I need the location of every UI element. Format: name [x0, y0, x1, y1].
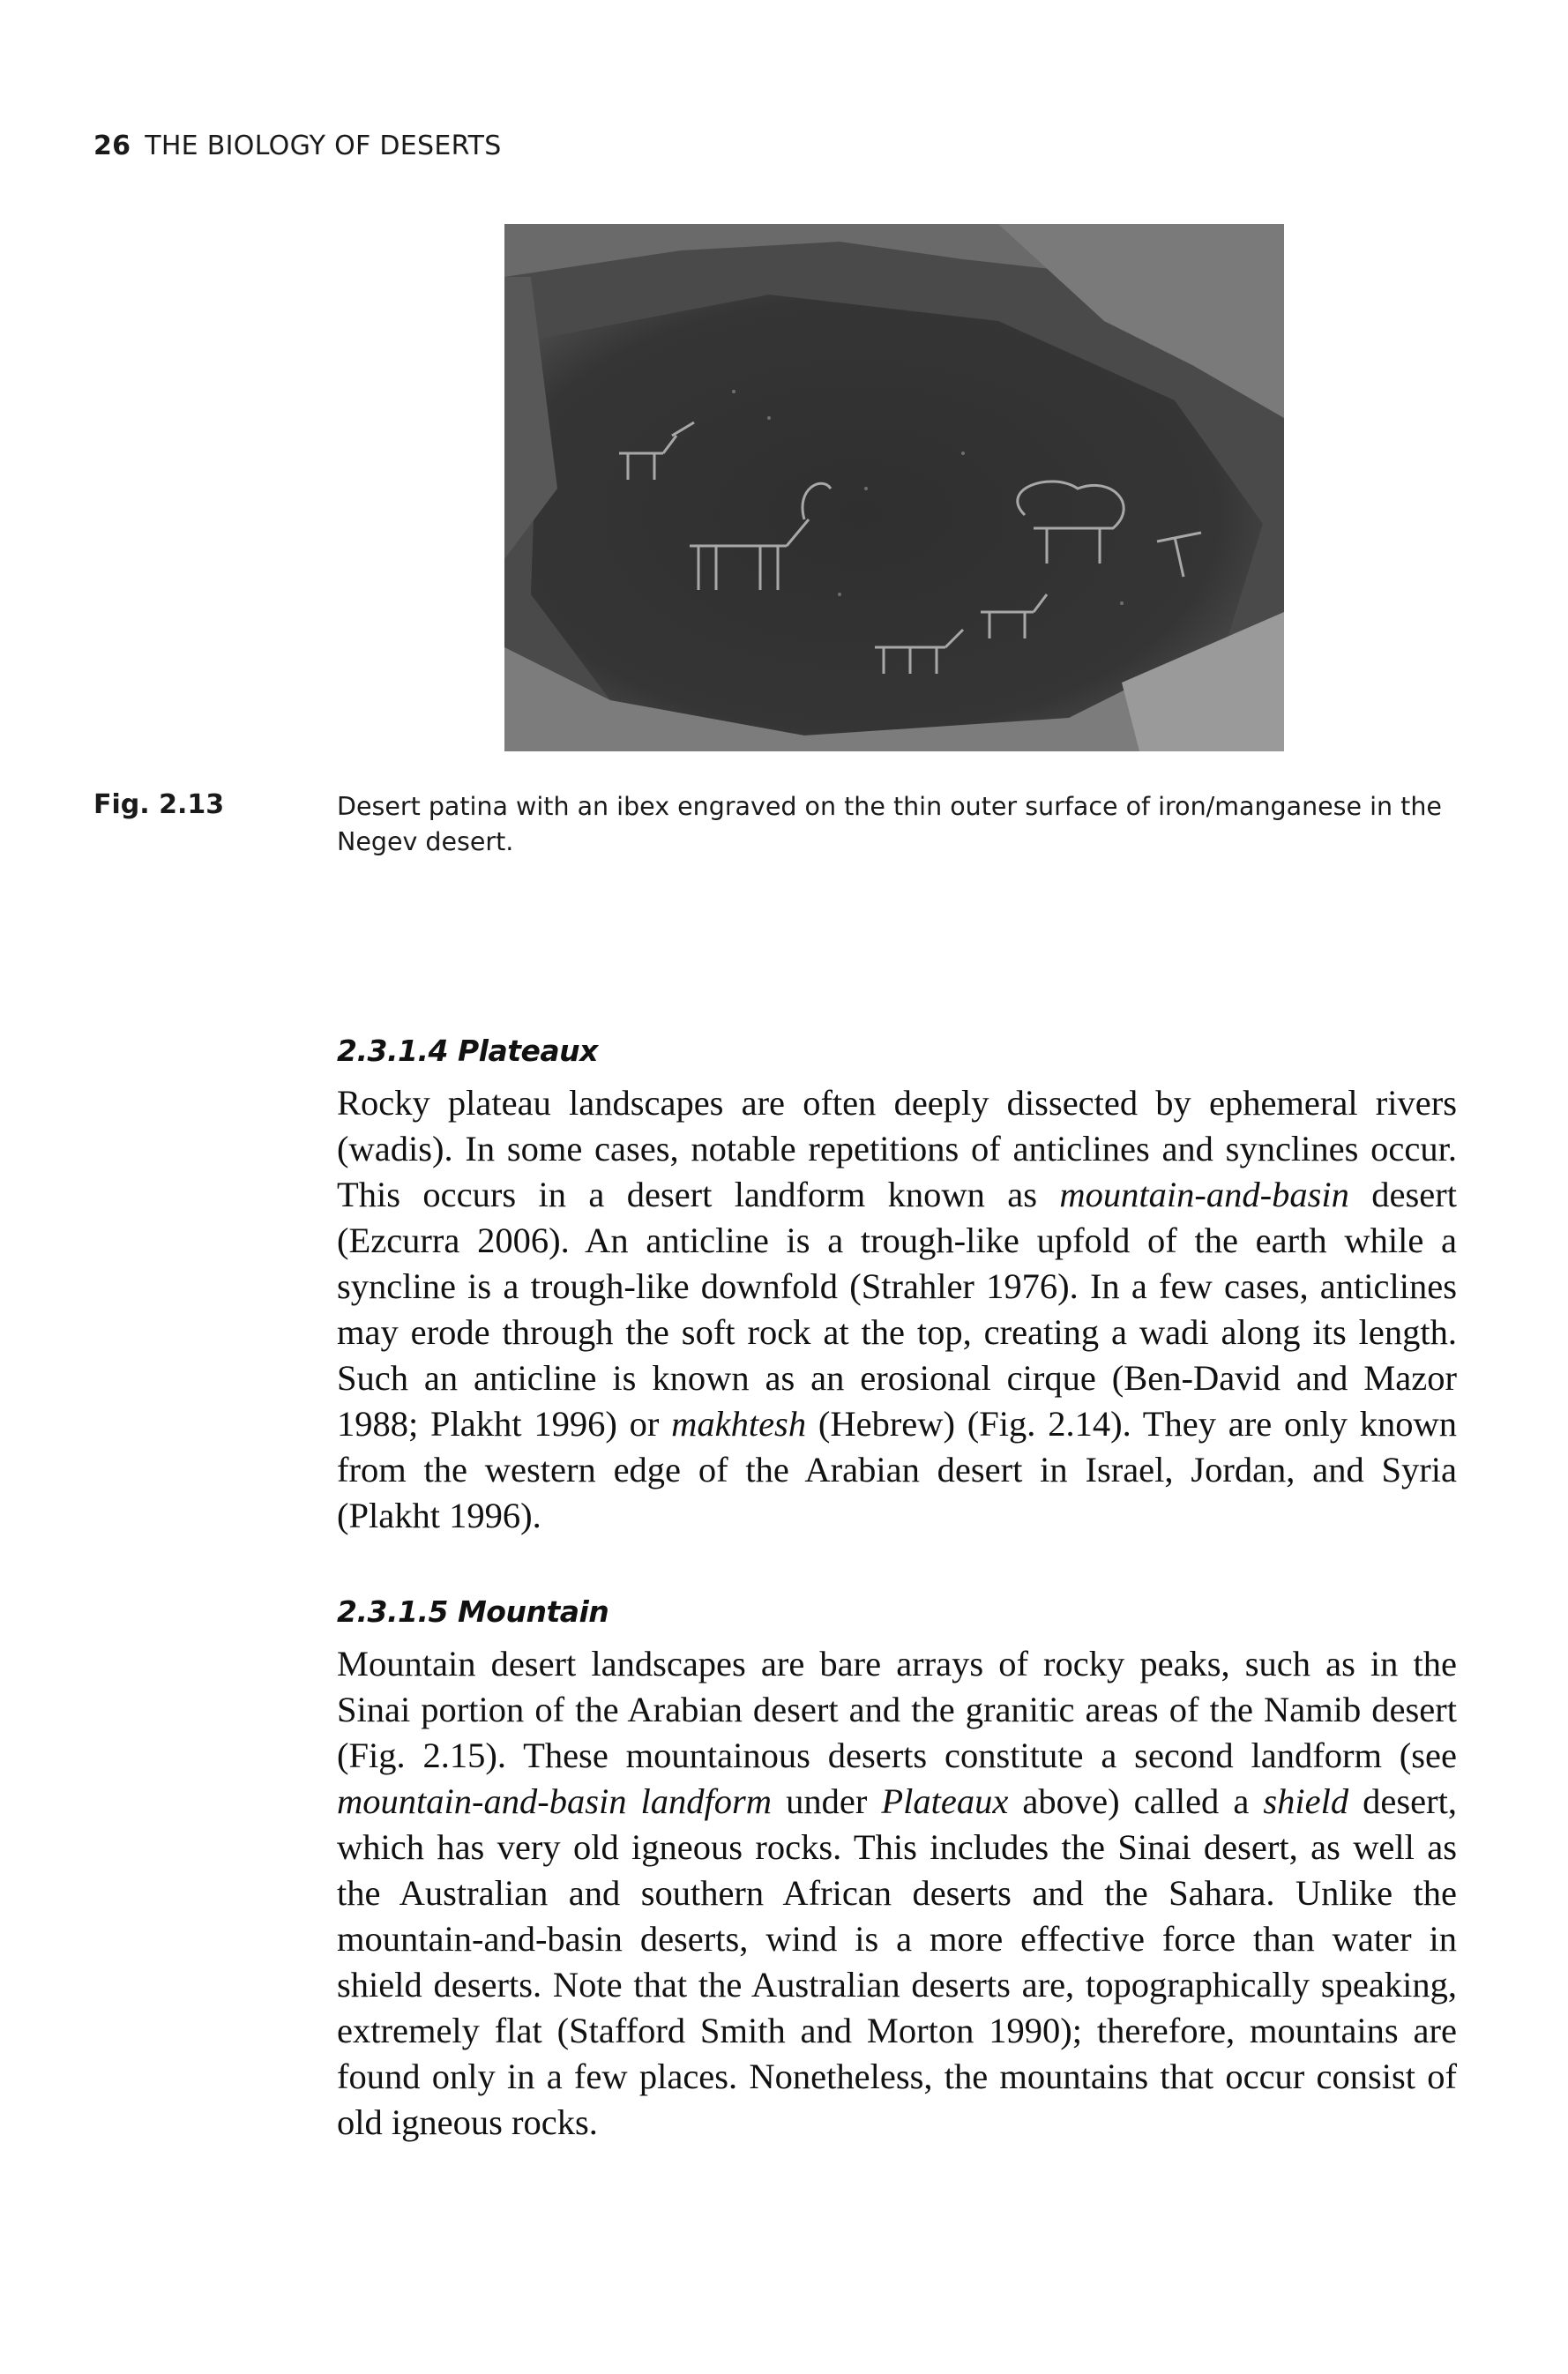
rock-engraving-illustration — [504, 224, 1284, 751]
figure-photo-rock-engraving — [504, 224, 1284, 751]
section-plateaux — [337, 1034, 1457, 1539]
text-segment: above) called a — [1008, 1781, 1264, 1821]
text-segment: (Hebrew) (Fig. 2.14). They are only known from the western edge of the Arabian desert in Israel, Jordan, and Syria (Plakht 1996). — [337, 1404, 1457, 1535]
running-title: THE BIOLOGY OF DESERTS — [145, 131, 502, 161]
running-head — [93, 131, 502, 161]
text-segment: Mountain desert landscapes are bare arrays of rocky peaks, such as in the Sinai portion of the Arabian desert and the granitic areas of the Namib desert (Fig. 2.15). These mountainous deserts constitute a second landform (see — [337, 1644, 1457, 1775]
figure-label: Fig. 2.13 — [93, 789, 225, 820]
paragraph-mountain — [337, 1641, 1457, 2146]
paragraph-plateaux — [337, 1080, 1457, 1539]
text-segment: under — [772, 1781, 882, 1821]
italic-term: Plateaux — [881, 1781, 1009, 1821]
section-mountain — [337, 1594, 1457, 2146]
page-number: 26 — [93, 131, 131, 161]
italic-term: makhtesh — [671, 1404, 807, 1444]
italic-term: shield — [1263, 1781, 1349, 1821]
italic-term: mountain-and-basin — [1059, 1175, 1349, 1214]
text-segment: desert (Ezcurra 2006). An anticline is a trough-like upfold of the earth while a syncline is a trough-like downfold (Strahler 1976). In a few cases, anticlines may erode through the soft rock at the top, creating a wadi along its length. Such an anticline is known as an erosional cirque (Ben-David and Mazor 1988; Plakht 1996) or — [337, 1175, 1457, 1444]
italic-term: mountain-and-basin landform — [337, 1781, 773, 1821]
figure-caption: Desert patina with an ibex engraved on the thin outer surface of iron/manganese in the Negev desert. — [337, 792, 1442, 856]
section-heading-mountain: 2.3.1.5 Mountain — [337, 1594, 609, 1629]
section-heading-plateaux: 2.3.1.4 Plateaux — [337, 1034, 598, 1068]
text-segment: Rocky plateau landscapes are often deeply dissected by ephemeral rivers (wadis). In some cases, notable repetitions of anticlines and synclines occur. This occurs in a desert landform known as — [337, 1083, 1457, 1214]
text-segment: desert, which has very old igneous rocks. This includes the Sinai desert, as well as the Australian and southern African deserts and the Sahara. Unlike the mountain-and-basin deserts, wind is a more effective force than water in shield deserts. Note that the Australian deserts are, topographically speaking, extremely flat (Stafford Smith and Morton 1990); therefore, mountains are found only in a few places. Nonetheless, the mountains that occur consist of old igneous rocks. — [337, 1781, 1457, 2142]
